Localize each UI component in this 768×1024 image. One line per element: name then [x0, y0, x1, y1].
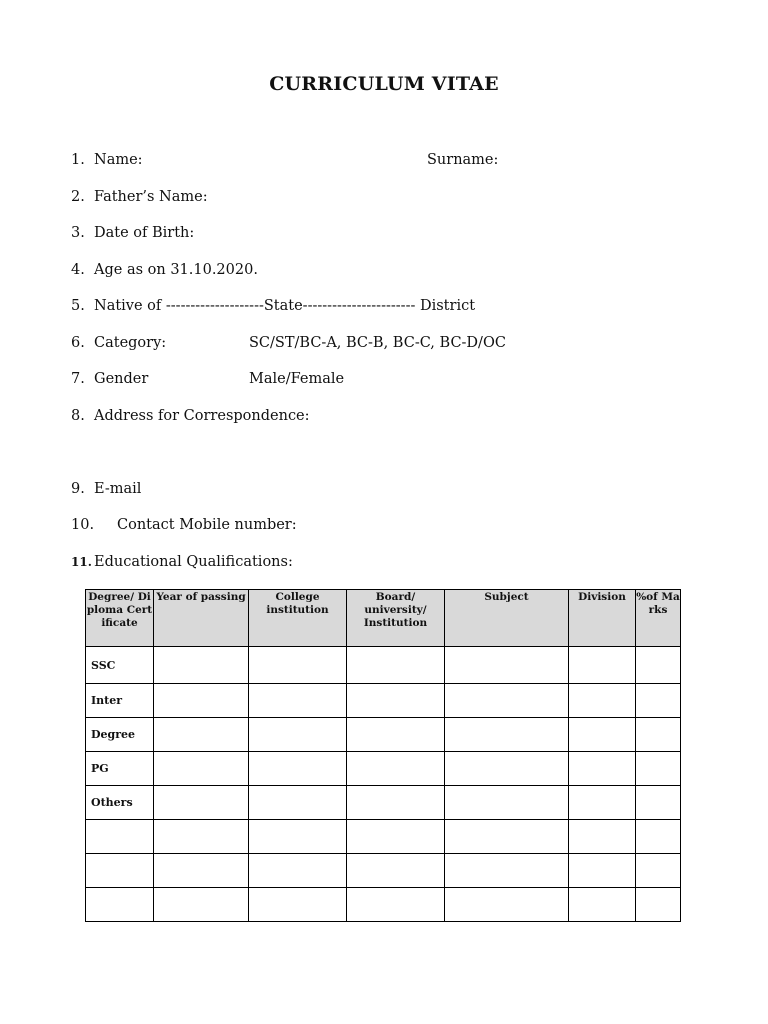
email-label: E-mail [94, 481, 142, 497]
table-cell[interactable] [154, 820, 249, 854]
table-row [86, 786, 681, 820]
row-label: Degree [86, 718, 154, 752]
table-cell[interactable] [347, 752, 445, 786]
dob-label: Date of Birth: [94, 225, 195, 241]
table-cell[interactable] [347, 854, 445, 888]
table-cell[interactable] [154, 888, 249, 922]
item-number: 8. [71, 408, 85, 424]
row-label[interactable] [86, 888, 154, 922]
item-number: 5. [71, 298, 85, 314]
table-header-row [86, 590, 681, 647]
age-label: Age as on 31.10.2020. [94, 262, 258, 278]
row-label: Others [86, 786, 154, 820]
table-cell[interactable] [154, 647, 249, 684]
table-cell[interactable] [445, 854, 569, 888]
table-row [86, 752, 681, 786]
table-cell[interactable] [636, 854, 681, 888]
table-cell[interactable] [154, 786, 249, 820]
item-number: 1. [71, 152, 85, 168]
category-options: SC/ST/BC-A, BC-B, BC-C, BC-D/OC [249, 335, 506, 351]
table-cell[interactable] [347, 647, 445, 684]
column-header-degree: Degree/ Diploma Certificate [86, 590, 154, 647]
table-cell[interactable] [569, 854, 636, 888]
table-cell[interactable] [249, 786, 347, 820]
table-row [86, 718, 681, 752]
table-row [86, 820, 681, 854]
table-cell[interactable] [636, 647, 681, 684]
column-header-percent-marks: %of Marks [636, 590, 681, 647]
table-cell[interactable] [445, 786, 569, 820]
table-cell[interactable] [445, 647, 569, 684]
field-address [71, 408, 310, 424]
item-number: 4. [71, 262, 85, 278]
surname-label: Surname: [427, 152, 499, 168]
table-cell[interactable] [347, 718, 445, 752]
field-name [71, 152, 143, 168]
table-row [86, 647, 681, 684]
table-row [86, 684, 681, 718]
item-number: 9. [71, 481, 85, 497]
field-mobile [71, 517, 297, 533]
column-header-college: College institution [249, 590, 347, 647]
column-header-year: Year of passing [154, 590, 249, 647]
field-surname [427, 152, 498, 168]
table-cell[interactable] [569, 718, 636, 752]
item-number: 2. [71, 189, 85, 205]
field-email [71, 481, 141, 497]
address-label: Address for Correspondence: [94, 408, 310, 424]
column-header-subject: Subject [445, 590, 569, 647]
education-label: Educational Qualifications: [94, 554, 293, 570]
table-cell[interactable] [249, 718, 347, 752]
table-cell[interactable] [569, 786, 636, 820]
table-cell[interactable] [445, 820, 569, 854]
table-cell[interactable] [569, 752, 636, 786]
table-cell[interactable] [154, 752, 249, 786]
row-label: Inter [86, 684, 154, 718]
field-age [71, 262, 258, 278]
table-cell[interactable] [636, 820, 681, 854]
table-cell[interactable] [569, 820, 636, 854]
table-cell[interactable] [636, 684, 681, 718]
field-father-name [71, 189, 208, 205]
gender-options: Male/Female [249, 371, 345, 387]
table-cell[interactable] [636, 752, 681, 786]
table-cell[interactable] [445, 718, 569, 752]
gender-label: Gender [94, 371, 149, 387]
table-cell[interactable] [347, 820, 445, 854]
table-cell[interactable] [249, 647, 347, 684]
field-date-of-birth [71, 225, 194, 241]
table-cell[interactable] [636, 888, 681, 922]
table-cell[interactable] [249, 854, 347, 888]
mobile-label: Contact Mobile number: [117, 517, 297, 533]
table-cell[interactable] [445, 684, 569, 718]
item-number: 3. [71, 225, 85, 241]
row-label[interactable] [86, 854, 154, 888]
category-label: Category: [94, 335, 167, 351]
table-cell[interactable] [347, 786, 445, 820]
page-title: CURRICULUM VITAE [269, 73, 499, 95]
table-cell[interactable] [249, 820, 347, 854]
field-native [71, 298, 475, 314]
table-cell[interactable] [569, 888, 636, 922]
row-label[interactable] [86, 820, 154, 854]
item-number: 7. [71, 371, 85, 387]
father-name-label: Father’s Name: [94, 189, 208, 205]
row-label: SSC [86, 647, 154, 684]
column-header-board: Board/ university/ Institution [347, 590, 445, 647]
table-row [86, 854, 681, 888]
table-row [86, 888, 681, 922]
table-cell[interactable] [569, 647, 636, 684]
table-cell[interactable] [445, 752, 569, 786]
item-number: 10. [71, 517, 95, 533]
education-table [85, 589, 681, 922]
table-cell[interactable] [347, 684, 445, 718]
table-cell[interactable] [445, 888, 569, 922]
table-cell[interactable] [154, 684, 249, 718]
item-number: 11. [71, 555, 92, 569]
field-education [71, 554, 293, 570]
field-gender [71, 371, 148, 387]
name-label: Name: [94, 152, 143, 168]
row-label: PG [86, 752, 154, 786]
table-cell[interactable] [347, 888, 445, 922]
table-cell[interactable] [249, 752, 347, 786]
table-cell[interactable] [569, 684, 636, 718]
table-cell[interactable] [636, 786, 681, 820]
table-cell[interactable] [154, 854, 249, 888]
field-category [71, 335, 166, 351]
table-cell[interactable] [154, 718, 249, 752]
table-cell[interactable] [249, 888, 347, 922]
native-label: Native of --------------------State----------------------- District [94, 298, 476, 314]
column-header-division: Division [569, 590, 636, 647]
table-cell[interactable] [636, 718, 681, 752]
table-cell[interactable] [249, 684, 347, 718]
item-number: 6. [71, 335, 85, 351]
